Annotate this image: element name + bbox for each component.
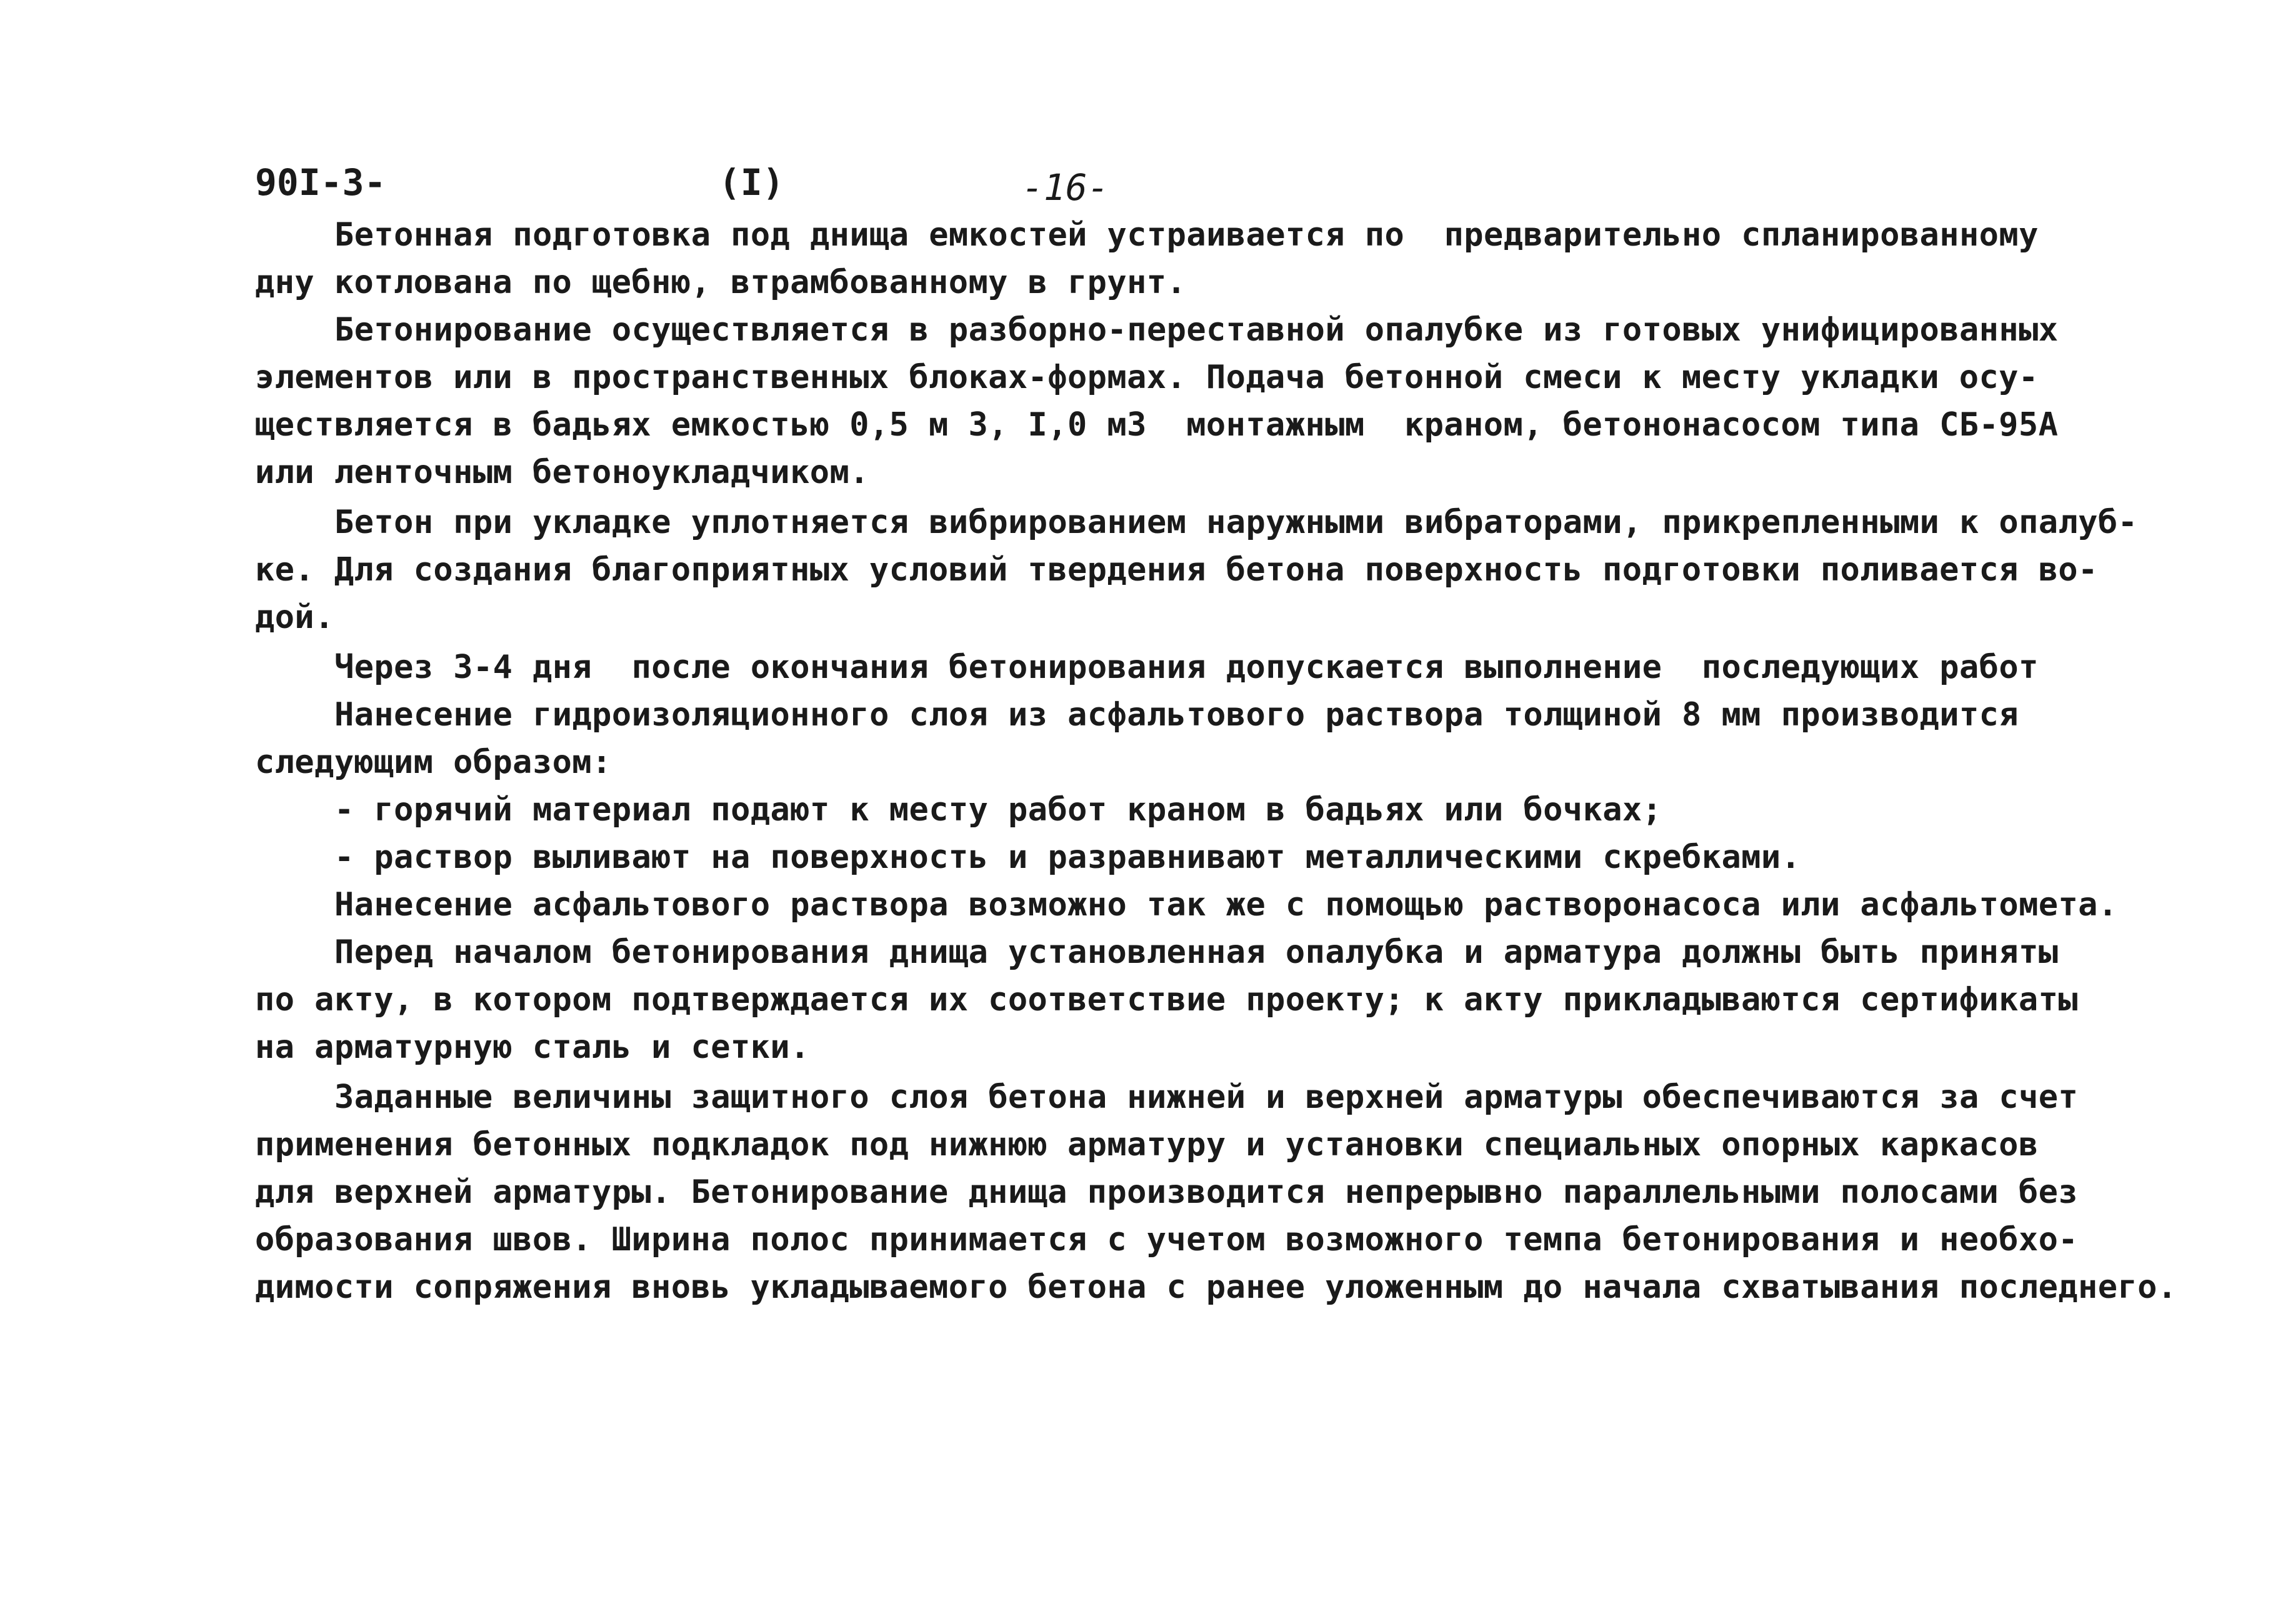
text-line: Заданные величины защитного слоя бетона нижней и верхней арматуры обеспечиваются за счет [334,1079,2079,1116]
text-line: ке. Для создания благоприятных условий твердения бетона поверхность подготовки поливается во- [255,551,2098,589]
text-line: для верхней арматуры. Бетонирование днища производится непрерывно параллельными полосами без [255,1173,2079,1211]
text-line: дну котлована по щебню, втрамбованному в грунт. [255,264,1187,301]
text-line: дой. [255,599,334,636]
text-line: Через 3-4 дня после окончания бетонирования допускается выполнение последующих работ [334,649,2039,686]
text-line: на арматурную сталь и сетки. [255,1029,810,1066]
section-number: (I) [719,161,784,204]
text-line: Нанесение асфальтового раствора возможно так же с помощью растворонасоса или асфальтомета. [334,886,2118,924]
text-line: димости сопряжения вновь укладываемого бетона с ранее уложенным до начала схватывания последнего. [255,1268,2177,1306]
text-line: Бетонирование осуществляется в разборно-переставной опалубке из готовых унифицированных [334,311,2059,349]
text-line: Бетонная подготовка под днища емкостей устраивается по предварительно спланированному [334,216,2039,254]
text-line: или ленточным бетоноукладчиком. [255,454,869,491]
text-line: Бетон при укладке уплотняется вибрированием наружными вибраторами, прикрепленными к опалуб- [334,504,2138,541]
list-item: - раствор выливают на поверхность и разравнивают металлическими скребками. [334,839,1801,876]
text-line: элементов или в пространственных блоках-формах. Подача бетонной смеси к месту укладки осу- [255,359,2039,396]
text-line: следующим образом: [255,744,612,781]
list-item: - горячий материал подают к месту работ краном в бадьях или бочках; [334,791,1662,829]
text-line: Перед началом бетонирования днища установленная опалубка и арматура должны быть приняты [334,934,2059,971]
text-line: по акту, в котором подтверждается их соответствие проекту; к акту прикладываются сертификаты [255,981,2079,1019]
page-header [0,161,2288,211]
text-line: Нанесение гидроизоляционного слоя из асфальтового раствора толщиной 8 мм производится [334,696,2019,734]
text-line: применения бетонных подкладок под нижнюю арматуру и установки специальных опорных каркасов [255,1126,2039,1163]
text-line: образования швов. Ширина полос принимается с учетом возможного темпа бетонирования и необхо- [255,1221,2079,1258]
document-code: 90I-3- [255,161,386,204]
page-number: -16- [1022,166,1109,209]
text-line: ществляется в бадьях емкостью 0,5 м 3, I,0 м3 монтажным краном, бетононасосом типа СБ-95А [255,406,2059,444]
